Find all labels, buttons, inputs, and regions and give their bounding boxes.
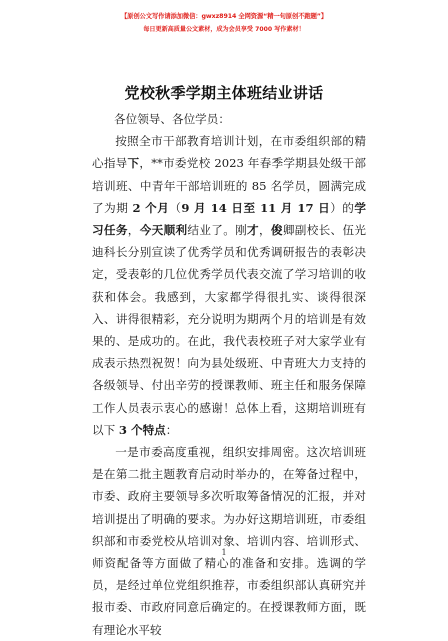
bold-run: 3 个特点 (118, 422, 166, 437)
bold-run: 9 月 14 日至 11 月 17 日 (181, 200, 331, 215)
text-run: ， (258, 223, 271, 238)
document-title: 党校秋季学期主体班结业讲话 (124, 84, 324, 102)
text-run: ： (165, 422, 178, 437)
page-number: 1 (221, 548, 227, 557)
bold-run: 才 (247, 223, 259, 238)
text-run: ， (127, 223, 140, 238)
banner-line-2: 每日更新高质量公文素材，成为会员享受 7000 写作素材！ (143, 26, 305, 33)
text-run: 按照全市干部教育培训计划，在市委组织部的精心指导 (92, 134, 366, 171)
paragraph-1 (92, 130, 366, 441)
text-run: ，**市委党校 2023 年春季学期县处级干部培训班、中青年干部培训班的 85 名学员，圆满完成了为期 (92, 156, 366, 215)
text-run: ）的 (330, 200, 355, 215)
document-body (92, 108, 366, 641)
bold-run: 今天顺利 (139, 223, 188, 238)
text-run: 结业了。刚 (187, 223, 248, 238)
text-run: 卿副校长、伍光迪科长分别宣读了优秀学员和优秀调研报告的表彰决定，受表彰的几位优秀学员代表交流了学习培训的收获和体会。我感到，大家都学得很扎实、谈得很深入、讲得很精彩，充分说明为期两个月的培训是有效果的、是成功的。在此，我代表校班子对大家学业有成表示热烈祝贺！向为县处级班、中青班大力支持的各级领导、付出辛劳的授课教师、班主任和服务保障工作人员表示衷心的感谢！总体上看，这期培训班有以下 (92, 223, 366, 437)
text-run: （ (169, 200, 182, 215)
header-banner (0, 11, 448, 36)
bold-run: 学习任务 (92, 200, 366, 238)
bold-run: 下 (127, 156, 140, 171)
bold-run: 2 个月 (132, 200, 170, 215)
banner-line-1: 【原创公文写作请添加微信：gwxz8914 全网资源“精一句原创不跑题”】 (120, 13, 328, 20)
greeting: 各位领导、各位学员： (114, 112, 230, 126)
paragraph-2: 一是市委高度重视，组织安排周密。这次培训班是在第二批主题教育启动时举办的，在筹备过程中，市委、政府主要领导多次听取筹备情况的汇报，并对培训提出了明确的要求。为办好这期培训班，市委组织部和市委党校从培训对象、培训内容、培训形式、师资配备等方面做了精心的准备和安排。选调的学员，是经过单位党组织推荐，市委组织部认真研究并报市委、市政府同意后确定的。在授课教师方面，既有理论水平较 (92, 445, 366, 637)
bold-run: 俊 (270, 223, 283, 238)
